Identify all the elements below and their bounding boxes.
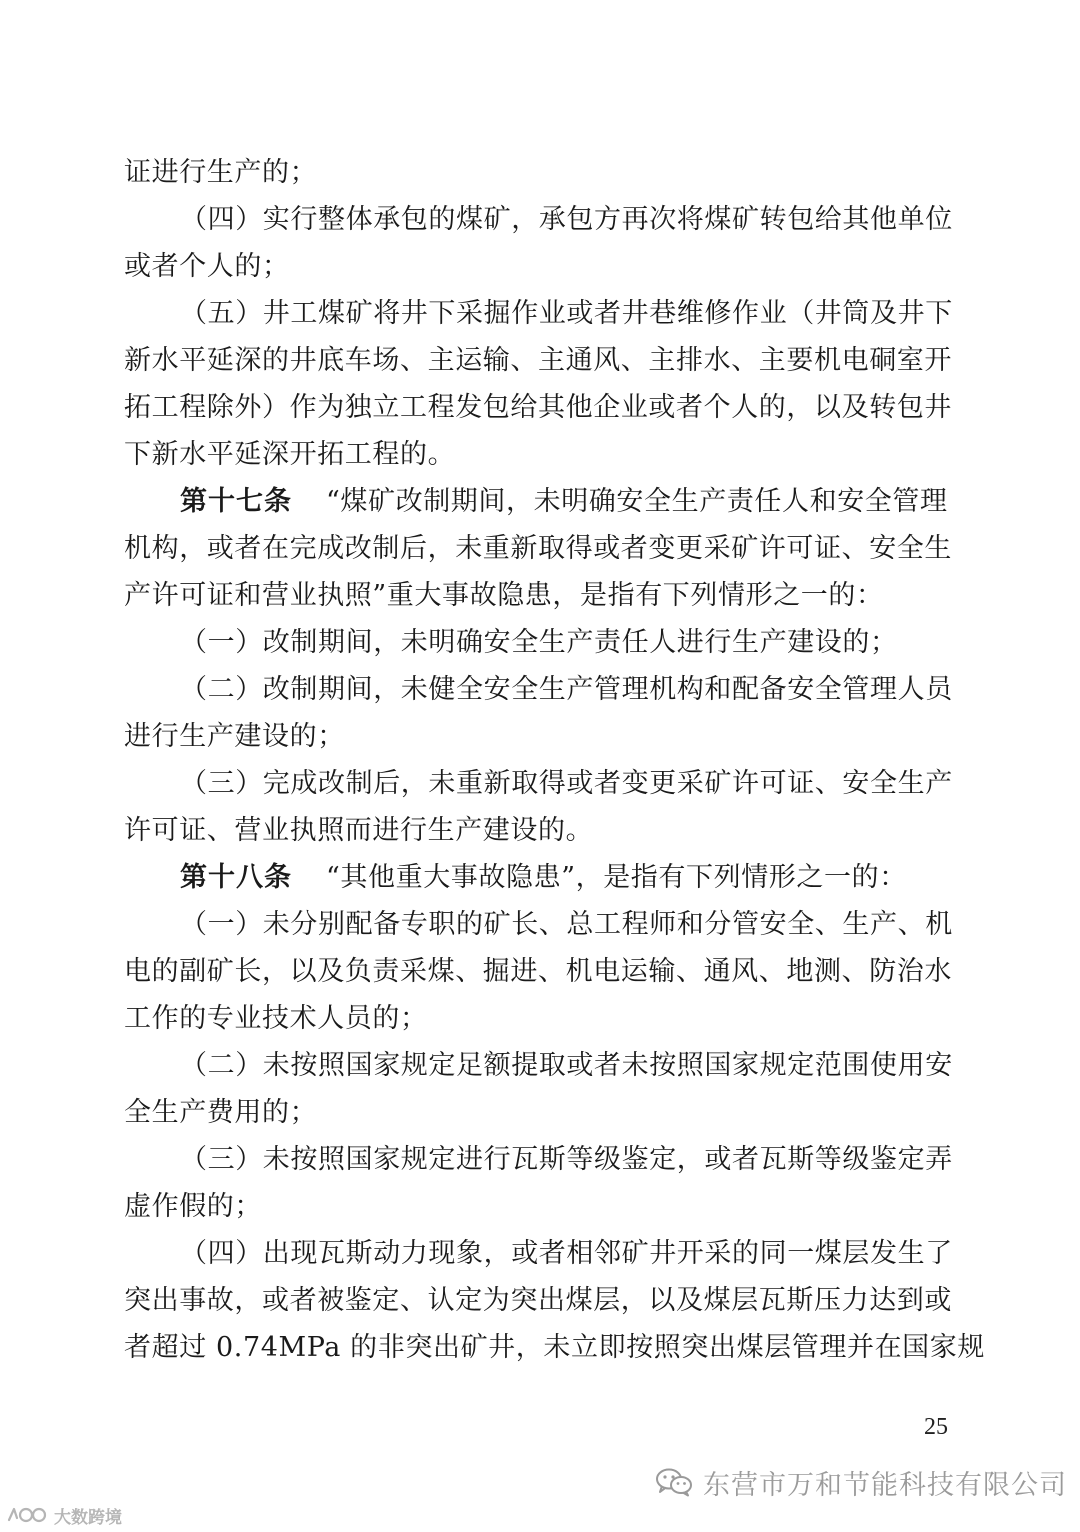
text-line: （五）井工煤矿将井下采掘作业或者井巷维修作业（井筒及井下 — [180, 298, 953, 329]
text-line: （二）未按照国家规定足额提取或者未按照国家规定范围使用安 — [180, 1050, 953, 1081]
watermark-wechat — [655, 1460, 1067, 1504]
text-line: 突出事故，或者被鉴定、认定为突出煤层，以及煤层瓦斯压力达到或 — [124, 1285, 952, 1316]
text-line: 产许可证和营业执照”重大事故隐患，是指有下列情形之一的： — [124, 580, 884, 611]
watermark-brand — [6, 1500, 122, 1530]
text-line: “煤矿改制期间，未明确安全生产责任人和安全管理 — [326, 486, 948, 517]
text-line: 或者个人的； — [124, 251, 290, 282]
text-line: 下新水平延深开拓工程的。 — [124, 439, 456, 470]
watermark-brand-text: 大数跨境 — [54, 1507, 122, 1528]
text-line: （三）完成改制后，未重新取得或者变更采矿许可证、安全生产 — [180, 768, 953, 799]
text-line: 新水平延深的井底车场、主运输、主通风、主排水、主要机电硐室开 — [124, 345, 952, 376]
text-line: （一）改制期间，未明确安全生产责任人进行生产建设的； — [180, 627, 898, 658]
text-line: （二）改制期间，未健全安全生产管理机构和配备安全管理人员 — [180, 674, 953, 705]
article-18-label: 第十八条 — [180, 862, 292, 893]
page-number: 25 — [924, 1414, 948, 1440]
wechat-icon — [655, 1467, 693, 1497]
article-17-first-line — [180, 479, 948, 525]
text-line: 虚作假的； — [124, 1191, 262, 1222]
logo-icon — [6, 1504, 50, 1526]
text-line: 机构，或者在完成改制后，未重新取得或者变更采矿许可证、安全生 — [124, 533, 952, 564]
text-line: 拓工程除外）作为独立工程发包给其他企业或者个人的，以及转包井 — [124, 392, 952, 423]
article-18-first-line — [180, 855, 907, 901]
article-17-label: 第十七条 — [180, 486, 292, 517]
text-line: （三）未按照国家规定进行瓦斯等级鉴定，或者瓦斯等级鉴定弄 — [180, 1144, 953, 1175]
text-line: 许可证、营业执照而进行生产建设的。 — [124, 815, 594, 846]
watermark-wechat-text: 东营市万和节能科技有限公司 — [703, 1469, 1067, 1501]
text-line: 全生产费用的； — [124, 1097, 318, 1128]
text-line: （四）出现瓦斯动力现象，或者相邻矿井开采的同一煤层发生了 — [180, 1238, 953, 1269]
text-line: 电的副矿长，以及负责采煤、掘进、机电运输、通风、地测、防治水 — [124, 956, 952, 987]
text-line: （一）未分别配备专职的矿长、总工程师和分管安全、生产、机 — [180, 909, 953, 940]
text-line: 工作的专业技术人员的； — [124, 1003, 428, 1034]
text-line: 者超过 0.74MPa 的非突出矿井，未立即按照突出煤层管理并在国家规 — [124, 1332, 985, 1363]
text-line: （四）实行整体承包的煤矿，承包方再次将煤矿转包给其他单位 — [180, 204, 953, 235]
text-line: 进行生产建设的； — [124, 721, 345, 752]
text-line: 证进行生产的； — [124, 157, 318, 188]
text-line: “其他重大事故隐患”，是指有下列情形之一的： — [326, 862, 907, 893]
